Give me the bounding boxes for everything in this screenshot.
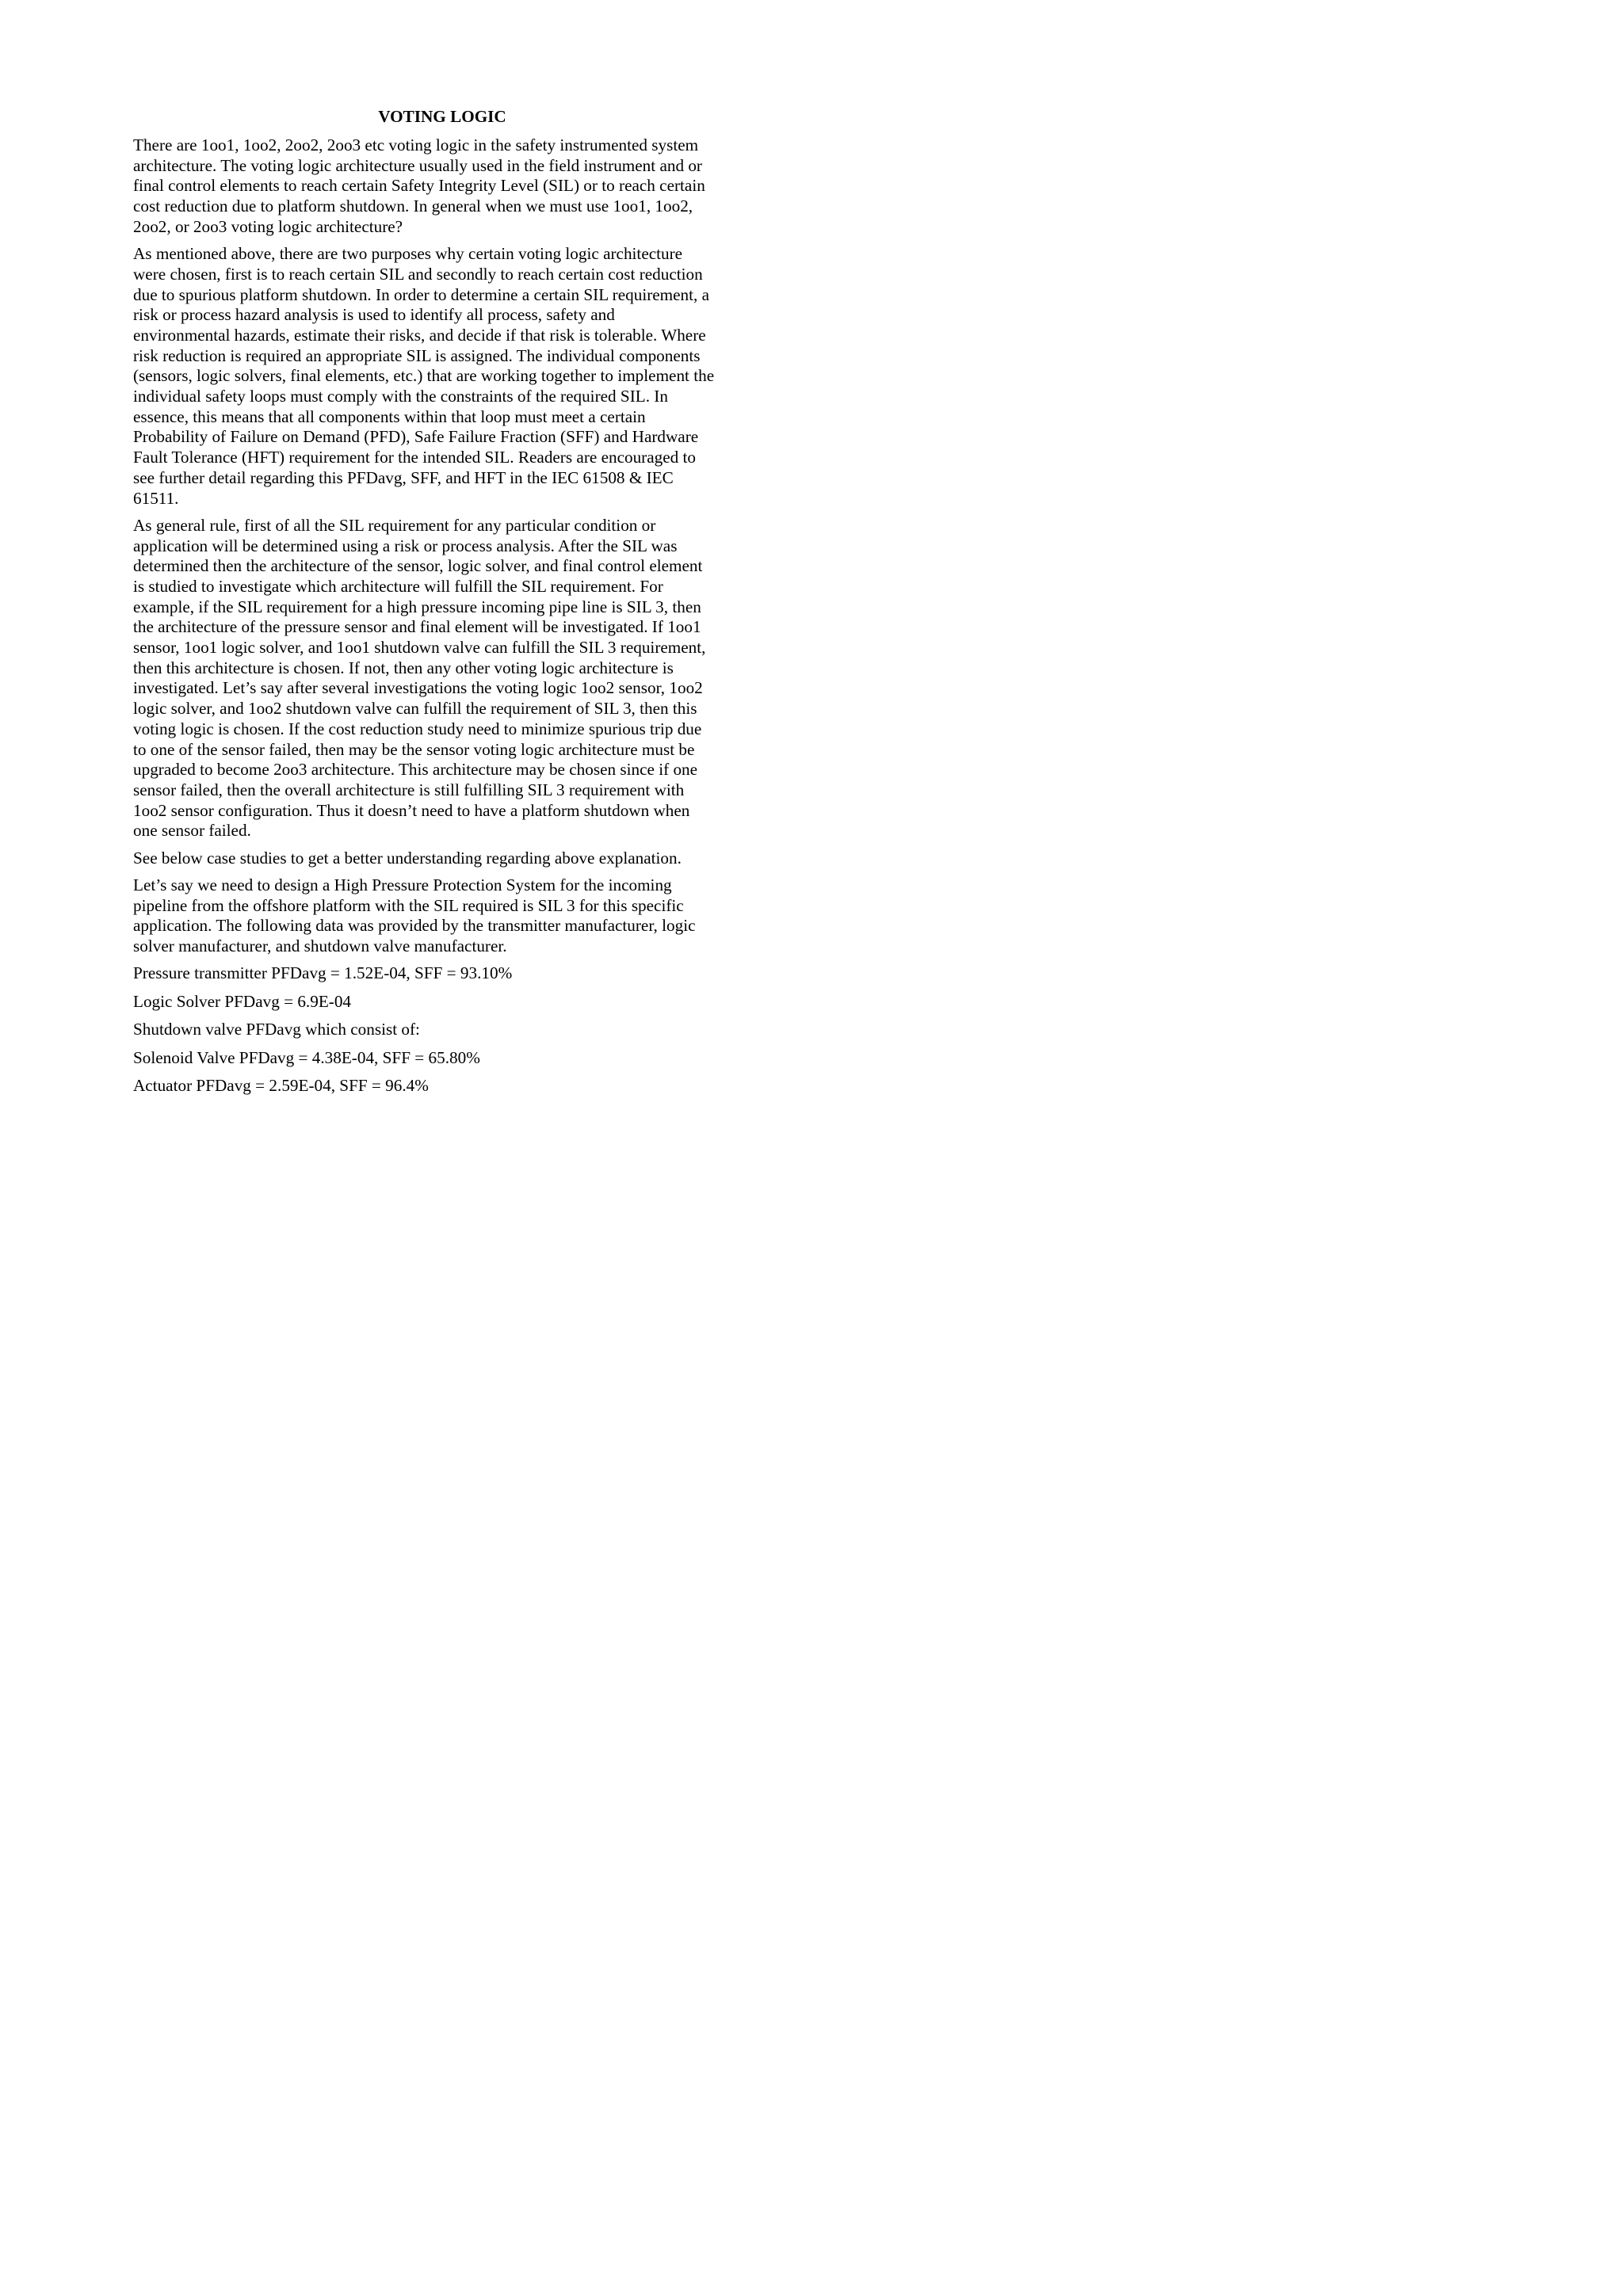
paragraph-intro: There are 1oo1, 1oo2, 2oo2, 2oo3 etc voting logic in the safety instrumented system architecture. The voting logic architecture usually used in the field instrument and or final control elements to reach certain Safety Integrity Level (SIL) or to reach certain cost reduction due to platform shutdown. In general when we must use 1oo1, 1oo2, 2oo2, or 2oo3 voting logic architecture? bbox=[133, 135, 705, 236]
document-body bbox=[133, 106, 751, 1104]
paragraph-case-studies-intro: See below case studies to get a better understanding regarding above explanation. bbox=[133, 848, 682, 868]
paragraph-purposes: As mentioned above, there are two purposes why certain voting logic architecture were chosen, first is to reach certain SIL and secondly to reach certain cost reduction due to spurious platform shutdown. In order to determine a certain SIL requirement, a risk or process hazard analysis is used to identify all process, safety and environmental hazards, estimate their risks, and decide if that risk is tolerable. Where risk reduction is required an appropriate SIL is assigned. The individual components (sensors, logic solvers, final elements, etc.) that are working together to implement the individual safety loops must comply with the constraints of the required SIL. In essence, this means that all components within that loop must meet a certain Probability of Failure on Demand (PFD), Safe Failure Fraction (SFF) and Hardware Fault Tolerance (HFT) requirement for the intended SIL. Readers are encouraged to see further detail regarding this PFDavg, SFF, and HFT in the IEC 61508 & IEC 61511. bbox=[133, 244, 715, 508]
document-title: VOTING LOGIC bbox=[378, 107, 506, 126]
data-line-solenoid-valve: Solenoid Valve PFDavg = 4.38E-04, SFF = 65.80% bbox=[133, 1047, 480, 1067]
paragraph-general-rule: As general rule, first of all the SIL requirement for any particular condition or application will be determined using a risk or process analysis. After the SIL was determined then the architecture of the sensor, logic solver, and final control element is studied to investigate which architecture will fulfill the SIL requirement. For example, if the SIL requirement for a high pressure incoming pipe line is SIL 3, then the architecture of the pressure sensor and final element will be investigated. If 1oo1 sensor, 1oo1 logic solver, and 1oo1 shutdown valve can fulfill the SIL 3 requirement, then this architecture is chosen. If not, then any other voting logic architecture is investigated. Let’s say after several investigations the voting logic 1oo2 sensor, 1oo2 logic solver, and 1oo2 shutdown valve can fulfill the requirement of SIL 3, then this voting logic is chosen. If the cost reduction study need to minimize spurious trip due to one of the sensor failed, then may be the sensor voting logic architecture must be upgraded to become 2oo3 architecture. This architecture may be chosen since if one sensor failed, then the overall architecture is still fulfilling SIL 3 requirement with 1oo2 sensor configuration. Thus it doesn’t need to have a platform shutdown when one sensor failed. bbox=[133, 515, 706, 841]
paragraph-case-study: Let’s say we need to design a High Pressure Protection System for the incoming pipeline from the offshore platform with the SIL required is SIL 3 for this specific application. The following data was provided by the transmitter manufacturer, logic solver manufacturer, and shutdown valve manufacturer. bbox=[133, 875, 696, 956]
data-line-logic-solver: Logic Solver PFDavg = 6.9E-04 bbox=[133, 991, 352, 1011]
data-line-shutdown-valve: Shutdown valve PFDavg which consist of: bbox=[133, 1020, 420, 1039]
document-page bbox=[0, 0, 872, 1230]
data-line-actuator: Actuator PFDavg = 2.59E-04, SFF = 96.4% bbox=[133, 1076, 429, 1096]
data-line-pressure-transmitter: Pressure transmitter PFDavg = 1.52E-04, SFF = 93.10% bbox=[133, 963, 513, 983]
